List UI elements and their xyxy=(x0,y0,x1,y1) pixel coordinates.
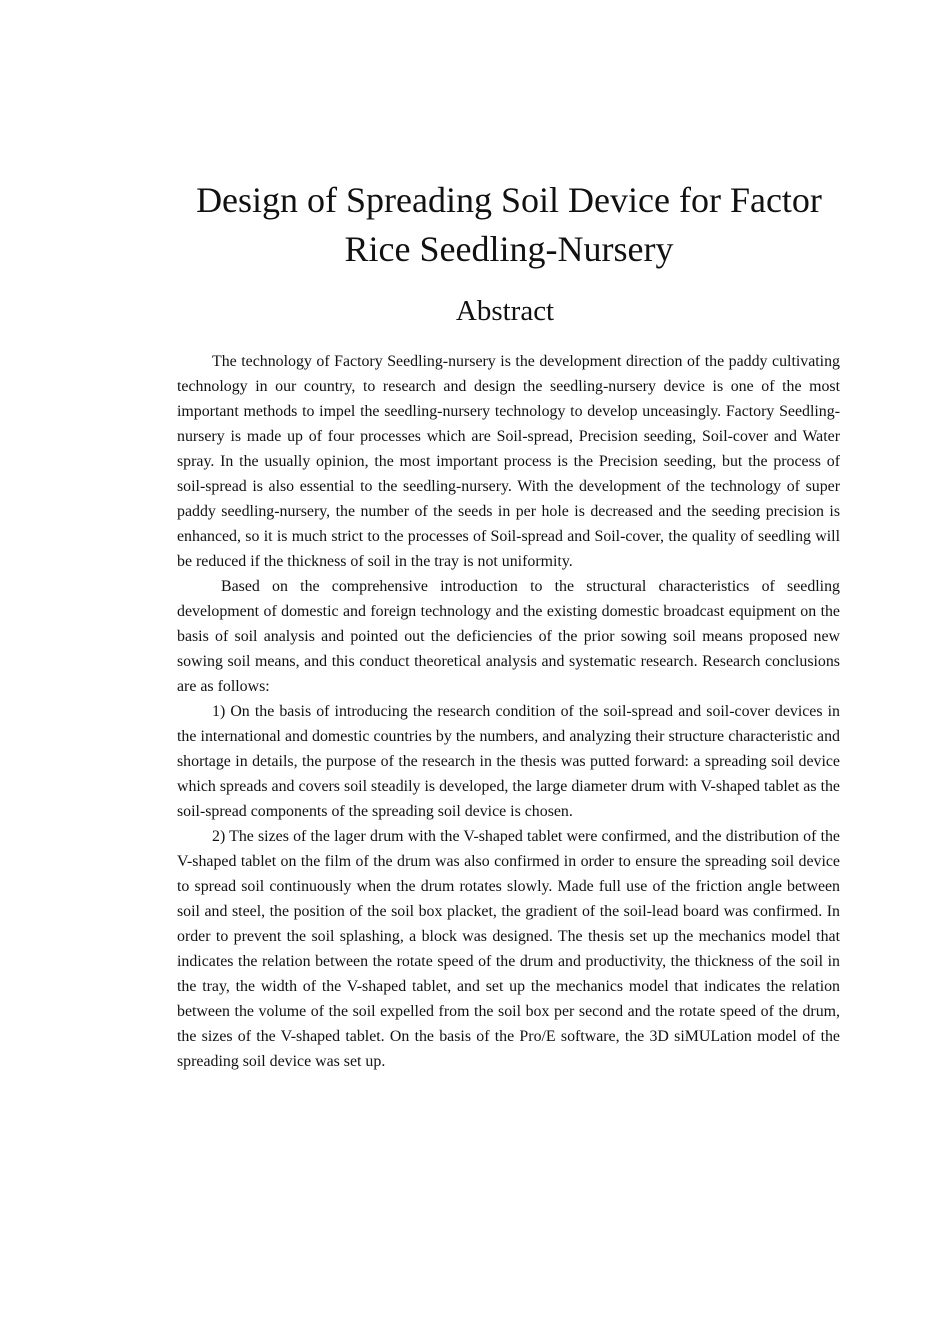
abstract-heading: Abstract xyxy=(455,295,555,327)
paragraph-3: 1) On the basis of introducing the research condition of the soil-spread and soil-cover devices in the international and domestic countries by the numbers, and analyzing their structure characteristic and shortage in details, the purpose of the research in the thesis was putted forward: a spreading soil device which spreads and covers soil steadily is developed, the large diameter drum with V-shaped tablet as the soil-spread components of the spreading soil device is chosen. xyxy=(177,703,840,820)
paragraph-1: The technology of Factory Seedling-nursery is the development direction of the paddy cultivating technology in our country, to research and design the seedling-nursery device is one of the most important methods to impel the seedling-nursery technology to develop unceasingly. Factory Seedling-nursery is made up of four processes which are Soil-spread, Precision seeding, Soil-cover and Water spray. In the usually opinion, the most important process is the Precision seeding, but the process of soil-spread is also essential to the seedling-nursery. With the development of the technology of super paddy seedling-nursery, the number of the seeds in per hole is decreased and the seeding precision is enhanced, so it is much strict to the processes of Soil-spread and Soil-cover, the quality of seedling will be reduced if the thickness of soil in the tray is not uniformity. xyxy=(177,353,840,570)
abstract-body xyxy=(177,349,840,1074)
title-line-1: Design of Spreading Soil Device for Factor xyxy=(196,180,822,220)
document-title xyxy=(150,176,868,274)
paragraph-2: Based on the comprehensive introduction to the structural characteristics of seedling development of domestic and foreign technology and the existing domestic broadcast equipment on the basis of soil analysis and pointed out the deficiencies of the prior sowing soil means proposed new sowing soil means, and this conduct theoretical analysis and systematic research. Research conclusions are as follows: xyxy=(177,578,840,695)
paragraph-4: 2) The sizes of the lager drum with the V-shaped tablet were confirmed, and the distribution of the V-shaped tablet on the film of the drum was also confirmed in order to ensure the spreading soil device to spread soil continuously when the drum rotates slowly. Made full use of the friction angle between soil and steel, the position of the soil box placket, the gradient of the soil-lead board was confirmed. In order to prevent the soil splashing, a block was designed. The thesis set up the mechanics model that indicates the relation between the rotate speed of the drum and productivity, the thickness of the soil in the tray, the width of the V-shaped tablet, and set up the mechanics model that indicates the relation between the volume of the soil expelled from the soil box per second and the rotate speed of the drum, the sizes of the V-shaped tablet. On the basis of the Pro/E software, the 3D siMULation model of the spreading soil device was set up. xyxy=(177,828,840,1070)
title-line-2: Rice Seedling-Nursery xyxy=(344,229,674,269)
